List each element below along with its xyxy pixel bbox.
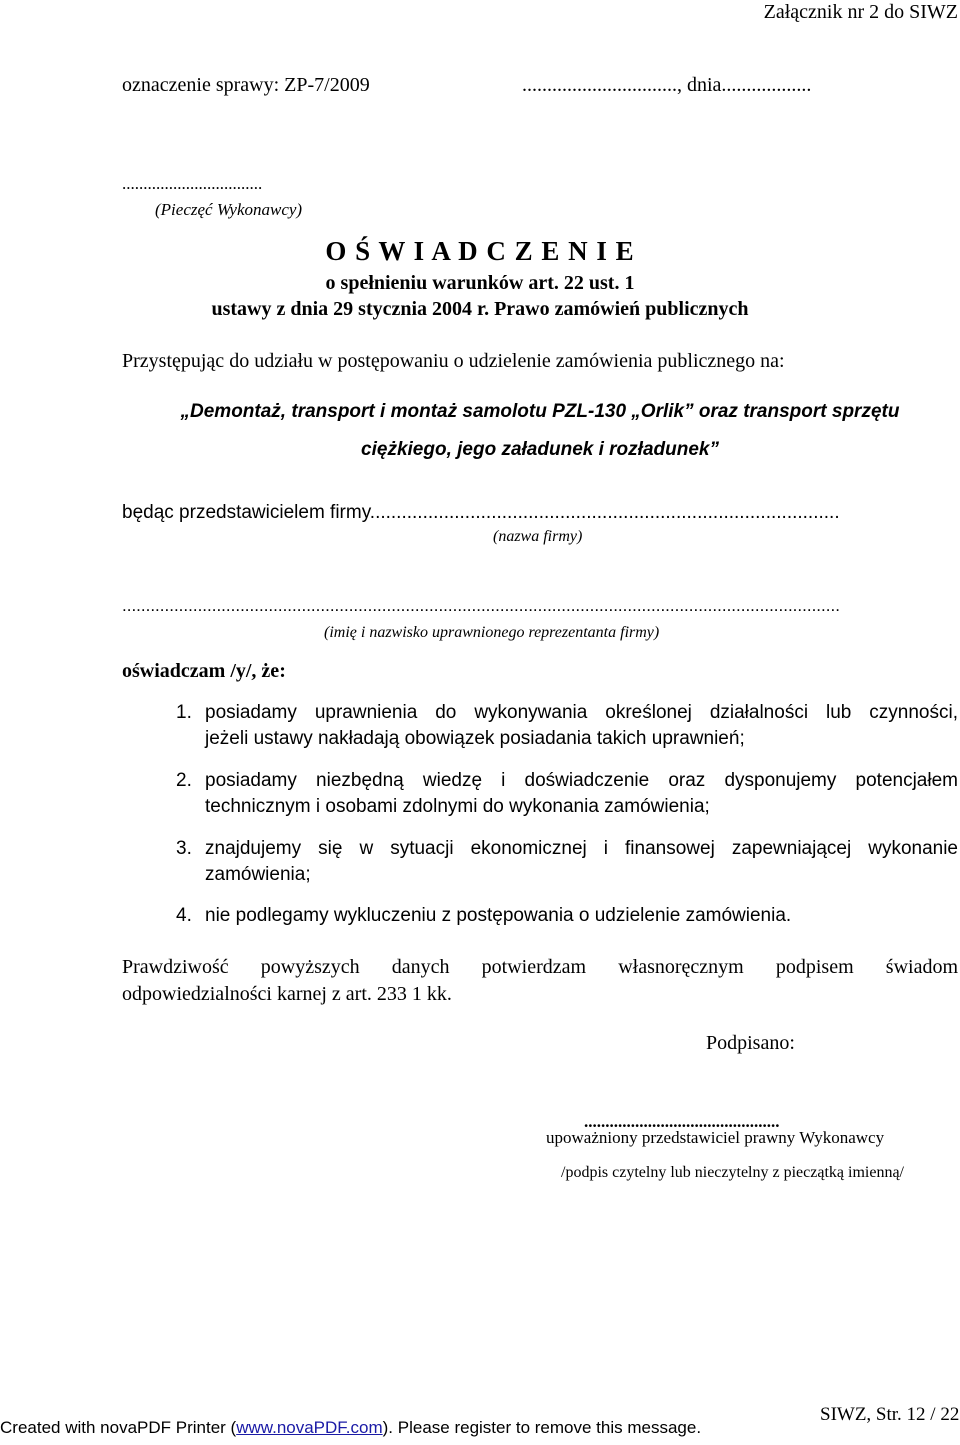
watermark-suffix: ). Please register to remove this message.: [382, 1418, 702, 1437]
item-number: 3.: [176, 838, 192, 859]
signature-dots: ..............................................: [584, 1112, 780, 1131]
signatory-role: upoważniony przedstawiciel prawny Wykonawcy: [546, 1128, 885, 1147]
date-line: ..............................., dnia..................: [522, 74, 812, 96]
representative-dots: ........................................................................................................................................................: [122, 596, 840, 615]
document-title: O Ś W I A D C Z E N I E: [325, 236, 635, 266]
item-text-line-2: jeżeli ustawy nakładają obowiązek posiadania takich uprawnień;: [205, 728, 745, 749]
declare-heading: oświadczam /y/, że:: [122, 660, 286, 682]
watermark-prefix: Created with novaPDF Printer (: [0, 1418, 237, 1437]
page-number: SIWZ, Str. 12 / 22: [820, 1404, 960, 1425]
item-number: 2.: [176, 770, 192, 791]
item-text-line-2: technicznym i osobami zdolnymi do wykonania zamówienia;: [205, 796, 710, 817]
closing-line-2: odpowiedzialności karnej z art. 233 1 kk.: [122, 983, 452, 1005]
watermark-footer: [0, 1418, 701, 1438]
subject-line-1: „Demontaż, transport i montaż samolotu PZL-130 „Orlik” oraz transport sprzętu: [180, 401, 900, 422]
intro-text: Przystępując do udziału w postępowaniu o udzielenie zamówienia publicznego na:: [122, 350, 785, 372]
case-reference: oznaczenie sprawy: ZP-7/2009: [122, 74, 370, 96]
subject-line-2: ciężkiego, jego załadunek i rozładunek”: [361, 439, 719, 460]
firm-line: będąc przedstawicielem firmy.........................................................................................: [122, 502, 840, 523]
signature-note: /podpis czytelny lub nieczytelny z pieczątką imienną/: [561, 1164, 904, 1181]
signed-label: Podpisano:: [706, 1032, 795, 1054]
title-line-3: ustawy z dnia 29 stycznia 2004 r. Prawo zamówień publicznych: [211, 298, 749, 320]
item-number: 4.: [176, 905, 192, 926]
item-number: 1.: [176, 702, 192, 723]
watermark-link[interactable]: www.novaPDF.com: [236, 1418, 383, 1437]
representative-label: (imię i nazwisko uprawnionego reprezentanta firmy): [324, 624, 660, 641]
attachment-label: Załącznik nr 2 do SIWZ: [763, 1, 958, 23]
stamp-dots: .................................: [122, 174, 263, 193]
stamp-label: (Pieczęć Wykonawcy): [155, 200, 303, 219]
item-text-line-1: posiadamy uprawnienia do wykonywania określonej działalności lub czynności,: [205, 702, 958, 723]
item-text-line-2: zamówienia;: [205, 864, 311, 885]
firm-label: (nazwa firmy): [493, 528, 583, 545]
item-text-line-1: znajdujemy się w sytuacji ekonomicznej i finansowej zapewniającej wykonanie: [205, 838, 958, 859]
item-text-line-1: posiadamy niezbędną wiedzę i doświadczenie oraz dysponujemy potencjałem: [205, 770, 958, 791]
item-text-line-1: nie podlegamy wykluczeniu z postępowania o udzielenie zamówienia.: [205, 905, 792, 926]
closing-line-1: Prawdziwość powyższych danych potwierdzam własnoręcznym podpisem świadom: [122, 956, 958, 978]
title-line-2: o spełnieniu warunków art. 22 ust. 1: [325, 272, 635, 294]
